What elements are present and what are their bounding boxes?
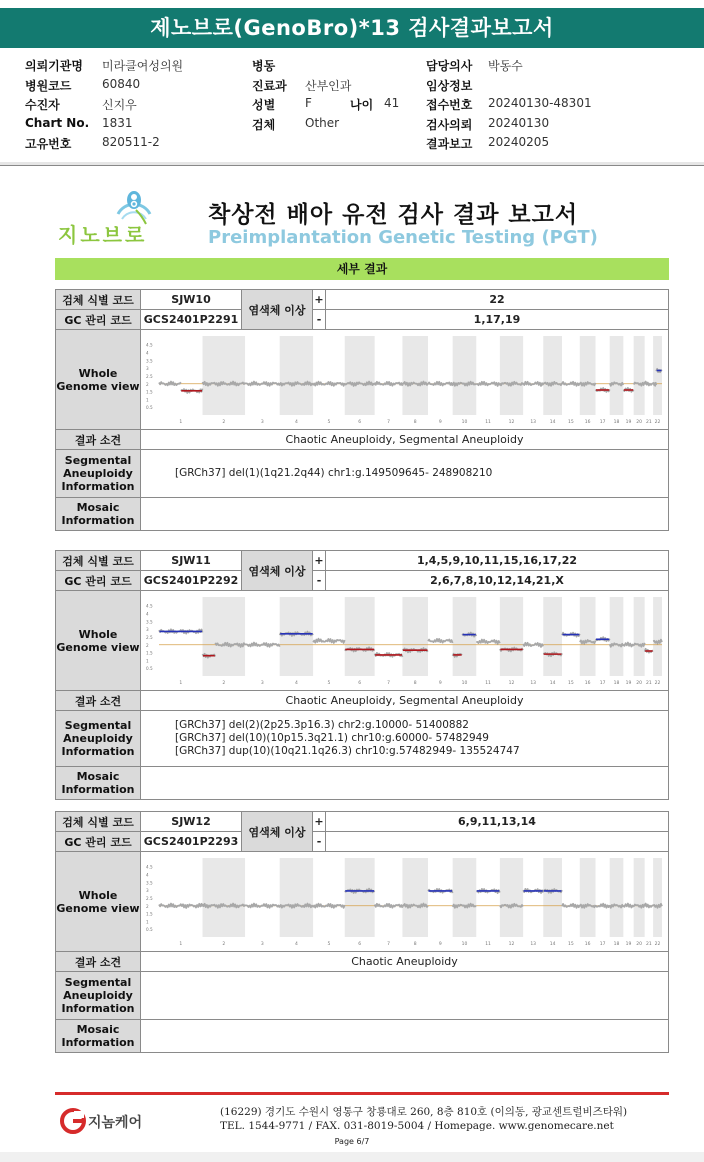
segmental-label: Segmental Aneuploidy Information xyxy=(55,449,141,498)
x-tick-label: 12 xyxy=(508,420,515,425)
y-tick-label: 2.5 xyxy=(146,895,153,901)
chromosome-band xyxy=(653,336,662,415)
copy-number-points xyxy=(623,643,633,647)
x-tick-label: 4 xyxy=(294,681,298,686)
chromosome-band xyxy=(402,336,428,415)
x-tick-label: 6 xyxy=(358,942,362,947)
x-tick-label: 12 xyxy=(508,681,515,686)
chromosome-band xyxy=(610,858,624,937)
gain-chromosomes: 22 xyxy=(325,289,669,310)
x-tick-label: 16 xyxy=(584,681,591,686)
x-tick-label: 2 xyxy=(222,420,226,425)
x-tick-label: 22 xyxy=(654,681,661,686)
x-tick-label: 14 xyxy=(549,420,556,425)
x-tick-label: 1 xyxy=(179,942,183,947)
x-tick-label: 9 xyxy=(438,420,442,425)
x-tick-label: 18 xyxy=(613,420,620,425)
segmental-line: [GRCh37] dup(10)(10q21.1q26.3) chr10:g.57482949- 135524747 xyxy=(175,745,520,757)
finding-value: Chaotic Aneuploidy xyxy=(140,951,669,972)
x-tick-label: 4 xyxy=(294,942,298,947)
y-tick-label: 0.5 xyxy=(146,405,153,411)
x-tick-label: 3 xyxy=(260,420,264,425)
y-tick-label: 3 xyxy=(146,888,149,894)
x-tick-label: 2 xyxy=(222,681,226,686)
info-label: 병원코드 xyxy=(25,78,72,93)
x-tick-label: 3 xyxy=(260,681,264,686)
y-tick-label: 1.5 xyxy=(146,650,153,656)
chromosome-band xyxy=(280,336,313,415)
x-tick-label: 12 xyxy=(508,942,515,947)
x-tick-label: 20 xyxy=(636,420,643,425)
chromosome-band xyxy=(580,336,596,415)
y-tick-label: 4.5 xyxy=(146,603,153,609)
copy-number-points xyxy=(653,383,656,386)
finding-label: 결과 소견 xyxy=(55,951,141,972)
info-value: Other xyxy=(305,115,340,130)
whole-genome-chart xyxy=(141,591,668,690)
chromosome-band xyxy=(500,336,523,415)
gc-code-value: GCS2401P2292 xyxy=(140,570,242,591)
segmental-line: [GRCh37] del(10)(10p15.3q21.1) chr10:g.60000- 57482949 xyxy=(175,732,489,744)
chromosome-band xyxy=(280,858,313,937)
info-value: 1831 xyxy=(102,115,133,130)
loss-sign: - xyxy=(312,831,326,852)
mosaic-label: Mosaic Information xyxy=(55,497,141,531)
loss-sign: - xyxy=(312,309,326,330)
info-label: 검체 xyxy=(252,117,276,132)
x-tick-label: 16 xyxy=(584,942,591,947)
footer-address xyxy=(220,1105,627,1133)
info-value: 산부인과 xyxy=(305,78,352,93)
whole-genome-view xyxy=(140,851,669,952)
x-tick-label: 8 xyxy=(413,681,417,686)
y-tick-label: 1 xyxy=(146,658,149,664)
x-tick-label: 22 xyxy=(654,942,661,947)
chromosome-band xyxy=(543,858,562,937)
age-label: 나이 xyxy=(350,98,374,112)
y-tick-label: 3.5 xyxy=(146,880,153,886)
x-tick-label: 22 xyxy=(654,420,661,425)
copy-number-points xyxy=(313,382,345,386)
y-tick-label: 2 xyxy=(146,642,149,648)
copy-number-points xyxy=(623,904,633,908)
info-label: 담당의사 xyxy=(426,59,473,73)
y-tick-label: 1 xyxy=(146,919,149,925)
info-value: 20240130 xyxy=(488,115,550,130)
aneuploidy-label: 염색체 이상 xyxy=(241,811,313,852)
x-tick-label: 19 xyxy=(625,942,632,947)
info-label: 검사의뢰 xyxy=(426,117,473,132)
copy-number-points xyxy=(313,639,345,643)
x-tick-label: 20 xyxy=(636,681,643,686)
chromosome-band xyxy=(580,597,596,676)
x-tick-label: 7 xyxy=(387,681,390,686)
chromosome-band xyxy=(653,597,662,676)
chromosome-band xyxy=(453,597,477,676)
gain-chromosomes: 1,4,5,9,10,11,15,16,17,22 xyxy=(325,550,669,571)
sample-block-sjw12 xyxy=(55,811,669,1053)
info-label: 결과보고 xyxy=(426,137,473,151)
genobro-logo-text: 지노브로 xyxy=(58,223,148,247)
info-label: 성별 xyxy=(252,98,276,112)
x-tick-label: 13 xyxy=(530,942,537,947)
y-tick-label: 0.5 xyxy=(146,666,153,672)
x-tick-label: 16 xyxy=(584,420,591,425)
copy-number-points xyxy=(476,640,500,644)
y-tick-label: 1 xyxy=(146,397,149,403)
chromosome-band xyxy=(345,597,375,676)
info-label: 임상정보 xyxy=(426,78,473,93)
chromosome-band xyxy=(653,858,662,937)
info-label: 병동 xyxy=(252,59,276,73)
chromosome-band xyxy=(610,336,624,415)
genomecare-logo-icon xyxy=(60,1108,86,1134)
gc-code-value: GCS2401P2291 xyxy=(140,309,242,330)
gain-sign: + xyxy=(312,550,326,571)
report-title: 착상전 배아 유전 검사 결과 보고서 xyxy=(208,202,579,228)
whole-genome-label: Whole Genome view xyxy=(55,329,141,430)
x-tick-label: 13 xyxy=(530,420,537,425)
x-tick-label: 20 xyxy=(636,942,643,947)
info-divider-line xyxy=(0,165,704,166)
info-label: 진료과 xyxy=(252,78,287,93)
x-tick-label: 17 xyxy=(599,420,606,425)
sample-id-value: SJW12 xyxy=(140,811,242,832)
x-tick-label: 7 xyxy=(387,420,390,425)
sample-id-label: 검체 식별 코드 xyxy=(55,289,141,310)
chromosome-band xyxy=(500,858,523,937)
footer-divider xyxy=(55,1092,669,1095)
y-tick-label: 2.5 xyxy=(146,373,153,379)
segmental-info xyxy=(140,971,669,1020)
x-tick-label: 18 xyxy=(613,942,620,947)
x-tick-label: 17 xyxy=(599,942,606,947)
y-tick-label: 2.5 xyxy=(146,634,153,640)
gc-code-label: GC 관리 코드 xyxy=(55,570,141,591)
chromosome-band xyxy=(345,336,375,415)
info-value: F xyxy=(305,96,312,110)
x-tick-label: 19 xyxy=(625,681,632,686)
info-value: 신지우 xyxy=(102,98,137,112)
report-subtitle: Preimplantation Genetic Testing (PGT) xyxy=(208,227,598,248)
mosaic-label: Mosaic Information xyxy=(55,766,141,800)
chromosome-band xyxy=(280,597,313,676)
sample-id-value: SJW11 xyxy=(140,550,242,571)
x-tick-label: 17 xyxy=(599,681,606,686)
gc-code-label: GC 관리 코드 xyxy=(55,309,141,330)
mosaic-info xyxy=(140,766,669,800)
y-tick-label: 1.5 xyxy=(146,389,153,395)
finding-label: 결과 소견 xyxy=(55,690,141,711)
y-tick-label: 4.5 xyxy=(146,864,153,870)
x-tick-label: 21 xyxy=(646,420,652,425)
copy-number-points xyxy=(596,904,610,908)
copy-number-points xyxy=(245,643,280,647)
info-value: 20240130-48301 xyxy=(488,96,592,110)
y-tick-label: 3.5 xyxy=(146,358,153,364)
aneuploidy-label: 염색체 이상 xyxy=(241,550,313,591)
x-tick-label: 14 xyxy=(549,942,556,947)
loss-chromosomes xyxy=(325,831,669,852)
chromosome-band xyxy=(402,858,428,937)
footer-address-line: (16229) 경기도 수원시 영통구 창룡대로 260, 8층 810호 (이의동, 광교센트럴비즈타워) xyxy=(220,1106,628,1118)
info-label: 수진자 xyxy=(25,98,60,112)
chromosome-band xyxy=(543,597,562,676)
info-value: 미라클여성의원 xyxy=(102,59,184,73)
sample-block-sjw10 xyxy=(55,289,669,531)
x-tick-label: 5 xyxy=(327,420,331,425)
x-tick-label: 6 xyxy=(358,681,362,686)
info-label: 접수번호 xyxy=(426,98,473,112)
sample-block-sjw11 xyxy=(55,550,669,800)
info-value: 박동수 xyxy=(488,59,523,73)
finding-label: 결과 소견 xyxy=(55,429,141,450)
info-value: 20240205 xyxy=(488,135,550,149)
gain-sign: + xyxy=(312,289,326,310)
segmental-info xyxy=(140,710,669,767)
copy-number-points xyxy=(523,382,543,386)
x-tick-label: 5 xyxy=(327,681,331,686)
x-tick-label: 9 xyxy=(438,942,442,947)
x-tick-label: 3 xyxy=(260,942,264,947)
x-tick-label: 11 xyxy=(485,681,491,686)
chromosome-band xyxy=(345,858,375,937)
footer-contact-line: TEL. 1544-9771 / FAX. 031-8019-5004 / Homepage. www.genomecare.net xyxy=(220,1120,614,1132)
gc-code-label: GC 관리 코드 xyxy=(55,831,141,852)
y-tick-label: 2 xyxy=(146,381,149,387)
segmental-label: Segmental Aneuploidy Information xyxy=(55,971,141,1020)
copy-number-points xyxy=(562,904,580,908)
info-value: 820511-2 xyxy=(102,135,160,149)
x-tick-label: 19 xyxy=(625,420,632,425)
x-tick-label: 2 xyxy=(222,942,226,947)
y-tick-label: 3 xyxy=(146,366,149,372)
whole-genome-chart xyxy=(141,330,668,429)
finding-value: Chaotic Aneuploidy, Segmental Aneuploidy xyxy=(140,690,669,711)
loss-chromosomes: 2,6,7,8,10,12,14,21,X xyxy=(325,570,669,591)
whole-genome-view xyxy=(140,590,669,691)
y-tick-label: 3.5 xyxy=(146,619,153,625)
whole-genome-view xyxy=(140,329,669,430)
copy-number-points xyxy=(428,382,453,386)
copy-number-points xyxy=(159,382,181,386)
copy-number-points xyxy=(375,904,403,908)
x-tick-label: 8 xyxy=(413,420,417,425)
report-header-title: 제노브로(GenoBro)*13 검사결과보고서 xyxy=(0,8,704,48)
chromosome-band xyxy=(453,336,477,415)
mosaic-info xyxy=(140,1019,669,1053)
y-tick-label: 0.5 xyxy=(146,927,153,933)
mosaic-label: Mosaic Information xyxy=(55,1019,141,1053)
x-tick-label: 10 xyxy=(461,420,468,425)
x-tick-label: 10 xyxy=(461,942,468,947)
y-tick-label: 4 xyxy=(146,611,149,617)
detail-results-section: 세부 결과 xyxy=(55,258,669,280)
segmental-info xyxy=(140,449,669,498)
finding-value: Chaotic Aneuploidy, Segmental Aneuploidy xyxy=(140,429,669,450)
gc-code-value: GCS2401P2293 xyxy=(140,831,242,852)
copy-number-points xyxy=(313,904,345,908)
x-tick-label: 11 xyxy=(485,420,491,425)
x-tick-label: 21 xyxy=(646,681,652,686)
x-tick-label: 10 xyxy=(461,681,468,686)
sample-id-value: SJW10 xyxy=(140,289,242,310)
chromosome-band xyxy=(580,858,596,937)
x-tick-label: 18 xyxy=(613,681,620,686)
x-tick-label: 6 xyxy=(358,420,362,425)
x-tick-label: 5 xyxy=(327,942,331,947)
y-tick-label: 3 xyxy=(146,627,149,633)
copy-number-points xyxy=(245,382,280,386)
copy-number-points xyxy=(476,382,500,386)
patient-info-table xyxy=(0,54,704,154)
info-label: Chart No. xyxy=(25,115,90,130)
y-tick-label: 4.5 xyxy=(146,342,153,348)
mosaic-info xyxy=(140,497,669,531)
loss-chromosomes: 1,17,19 xyxy=(325,309,669,330)
whole-genome-label: Whole Genome view xyxy=(55,590,141,691)
x-tick-label: 21 xyxy=(646,942,652,947)
x-tick-label: 9 xyxy=(438,681,442,686)
info-label: 고유번호 xyxy=(25,137,72,151)
segmental-line: [GRCh37] del(1)(1q21.2q44) chr1:g.149509645- 248908210 xyxy=(175,467,493,479)
x-tick-label: 14 xyxy=(549,681,556,686)
copy-number-points xyxy=(645,904,653,908)
x-tick-label: 4 xyxy=(294,420,298,425)
copy-number-points xyxy=(428,639,453,643)
copy-number-points xyxy=(645,382,653,386)
sample-id-label: 검체 식별 코드 xyxy=(55,550,141,571)
x-tick-label: 13 xyxy=(530,681,537,686)
x-tick-label: 15 xyxy=(568,942,574,947)
x-tick-label: 1 xyxy=(179,420,183,425)
page-number: Page 6/7 xyxy=(334,1137,370,1146)
gain-sign: + xyxy=(312,811,326,832)
info-label: 의뢰기관명 xyxy=(25,59,83,73)
chromosome-band xyxy=(500,597,523,676)
x-tick-label: 7 xyxy=(387,942,390,947)
y-tick-label: 4 xyxy=(146,350,149,356)
chromosome-band xyxy=(634,336,645,415)
chromosome-band xyxy=(402,597,428,676)
chromosome-band xyxy=(203,336,245,415)
copy-number-points xyxy=(562,382,580,386)
segmental-label: Segmental Aneuploidy Information xyxy=(55,710,141,767)
chromosome-band xyxy=(203,858,245,937)
copy-number-points xyxy=(159,904,203,908)
chromosome-band xyxy=(634,858,645,937)
aneuploidy-label: 염색체 이상 xyxy=(241,289,313,330)
age-value: 41 xyxy=(384,96,400,110)
segmental-line: [GRCh37] del(2)(2p25.3p16.3) chr2:g.10000- 51400882 xyxy=(175,719,469,731)
x-tick-label: 15 xyxy=(568,681,574,686)
whole-genome-label: Whole Genome view xyxy=(55,851,141,952)
y-tick-label: 2 xyxy=(146,903,149,909)
x-tick-label: 15 xyxy=(568,420,574,425)
loss-sign: - xyxy=(312,570,326,591)
x-tick-label: 1 xyxy=(179,681,183,686)
gain-chromosomes: 6,9,11,13,14 xyxy=(325,811,669,832)
whole-genome-chart xyxy=(141,852,668,951)
info-value: 60840 xyxy=(102,76,141,91)
bottom-strip xyxy=(0,1152,704,1162)
chromosome-band xyxy=(634,597,645,676)
x-tick-label: 8 xyxy=(413,942,417,947)
y-tick-label: 4 xyxy=(146,872,149,878)
copy-number-points xyxy=(523,643,543,647)
x-tick-label: 11 xyxy=(485,942,491,947)
chromosome-band xyxy=(203,597,245,676)
chromosome-band xyxy=(543,336,562,415)
chromosome-band xyxy=(453,858,477,937)
y-tick-label: 1.5 xyxy=(146,911,153,917)
copy-number-points xyxy=(245,904,280,908)
chromosome-band xyxy=(610,597,624,676)
sample-id-label: 검체 식별 코드 xyxy=(55,811,141,832)
footer-company-name: 지놈케어 xyxy=(88,1115,143,1131)
copy-number-points xyxy=(375,382,403,386)
